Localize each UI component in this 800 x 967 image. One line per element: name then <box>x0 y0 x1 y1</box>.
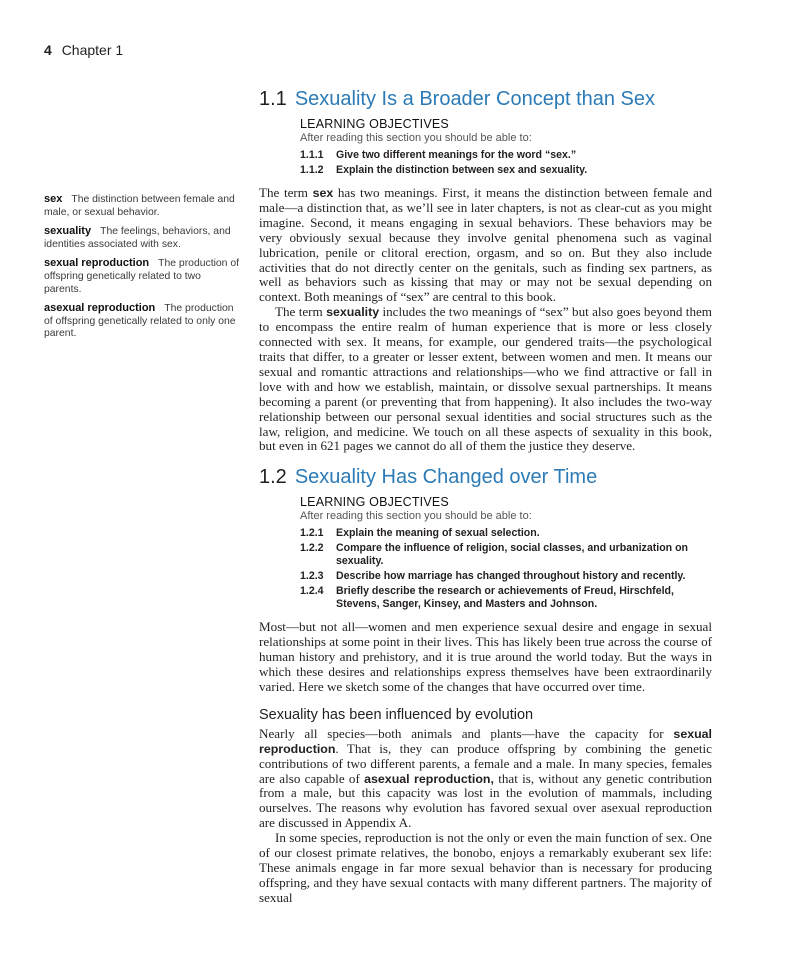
learning-objectives <box>300 495 712 611</box>
glossary-definition: The production of offspring genetically related to only one parent. <box>44 303 236 340</box>
glossary-entry <box>44 193 240 219</box>
glossary-sidebar <box>44 193 240 347</box>
objective-number: 1.2.4 <box>300 585 324 598</box>
objective-item <box>300 164 712 177</box>
text-run: The term <box>259 185 313 200</box>
objective-text: Briefly describe the research or achievements of Freud, Hirschfeld, Stevens, Sanger, Kinsey, and Masters and Johnson. <box>336 585 674 611</box>
glossary-definition: The feelings, behaviors, and identities associated with sex. <box>44 226 231 250</box>
section-1-1 <box>259 88 712 454</box>
key-term: sex <box>312 186 334 200</box>
learning-objectives-heading: LEARNING OBJECTIVES <box>300 117 449 131</box>
body-paragraph <box>259 727 712 831</box>
learning-objectives-intro: After reading this section you should be able to: <box>300 132 532 144</box>
running-head <box>44 42 123 58</box>
text-run: includes the two meanings of “sex” but also goes beyond them to encompass the entire realm of human experience that is more or less closely connected with sex. It means, for example, our gendered traits—the psychological traits that differ, to a greater or lesser extent, between women and men. It means our sexual and romantic attractions and relationships—who we find attractive or fall in love with and how we establish, maintain, or dissolve sexual partnerships. It means becoming a parent (or preventing that from happening). It also includes the two-way relationship between our personal sexual identities and social structures such as the law, religion, and medicine. We touch on all these aspects of sexuality in this book, but even in 621 pages we cannot do all of them the justice they deserve. <box>259 304 712 454</box>
learning-objectives-intro: After reading this section you should be able to: <box>300 510 532 523</box>
objective-number: 1.1.1 <box>300 149 324 161</box>
objective-item <box>300 527 712 540</box>
objective-text: Explain the meaning of sexual selection. <box>336 527 540 540</box>
section-number: 1.2 <box>259 466 287 489</box>
glossary-term: sex <box>44 193 63 205</box>
glossary-entry <box>44 302 240 341</box>
text-run: has two meanings. First, it means the distinction between female and male—a distinction that, as we’ll see in later chapters, is not as clear-cut as you might imagine. Second, it means engaging in sexual behaviors. These behaviors may be very obviously sexual because they involve genital phenomena such as vaginal lubrication, penile or clitoral erection, orgasm, and so on. But they also include activities that do not directly center on the genitals, such as finding sex partners, as well as behaviors such as kissing that may or may not be sexual depending on context. Both meanings of “sex” are central to this book. <box>259 185 712 305</box>
key-term: sexuality <box>326 305 380 320</box>
objective-number: 1.2.2 <box>300 542 324 555</box>
section-title: Sexuality Is a Broader Concept than Sex <box>294 88 656 110</box>
section-title: Sexuality Has Changed over Time <box>294 466 598 489</box>
glossary-entry <box>44 257 240 296</box>
body-paragraph: Most—but not all—women and men experience sexual desire and engage in sexual relationships at some point in their lives. This has likely been true across the course of human history and prehistory, and it is true around the world today. But the ways in which these desires and relationships express themselves have been extraordinarily varied. Here we sketch some of the changes that have occurred over time. <box>259 619 712 694</box>
body-paragraph <box>259 305 712 454</box>
objective-item <box>300 570 712 583</box>
objective-number: 1.2.3 <box>300 570 324 583</box>
text-run: . That is, they can produce offspring by combining the genetic contributions of two different parents, a female and a male. In many species, females are also capable of <box>259 740 712 786</box>
page-number: 4 <box>44 42 52 58</box>
glossary-definition: The distinction between female and male, or sexual behavior. <box>44 194 235 218</box>
objective-text: Describe how marriage has changed throughout history and recently. <box>336 570 686 583</box>
objective-number: 1.1.2 <box>300 164 324 176</box>
objective-number: 1.2.1 <box>300 527 324 540</box>
section-heading <box>259 88 712 111</box>
objective-text: Compare the influence of religion, social classes, and urbanization on sexuality. <box>336 542 689 568</box>
glossary-term: sexual reproduction <box>44 257 150 270</box>
key-term: asexual reproduction, <box>364 771 494 786</box>
objective-item <box>300 542 712 568</box>
learning-objectives <box>300 117 712 177</box>
glossary-entry <box>44 225 240 251</box>
text-run: that is, without any genetic contribution from a male, but this capacity was lost in the evolution of mammals, including ourselves. The reasons why evolution has favored sexual over asexual reproduction are discussed in Appendix A. <box>259 770 712 831</box>
text-run: The term <box>275 304 327 320</box>
main-column <box>259 88 712 906</box>
glossary-term: asexual reproduction <box>44 302 156 315</box>
key-term: sexual reproduction <box>259 726 712 756</box>
chapter-label: Chapter 1 <box>61 42 124 58</box>
section-1-2 <box>259 466 712 905</box>
objective-item <box>300 585 712 611</box>
body-paragraph: In some species, reproduction is not the only or even the main function of sex. One of our closest primate relatives, the bonobo, enjoys a remarkably exuberant sex life: These animals engage in far more sexual behavior than is necessary for producing offspring, and they have sexual contacts with many different partners. The majority of sexual <box>259 830 712 905</box>
learning-objectives-heading: LEARNING OBJECTIVES <box>300 495 449 510</box>
text-run: Nearly all species—both animals and plants—have the capacity for <box>259 725 674 741</box>
subheading: Sexuality has been influenced by evolution <box>259 706 534 723</box>
body-paragraph <box>259 186 712 305</box>
objective-item <box>300 149 712 162</box>
objective-text: Give two different meanings for the word “sex.” <box>336 149 577 161</box>
objective-text: Explain the distinction between sex and sexuality. <box>336 164 588 176</box>
glossary-definition: The production of offspring genetically related to two parents. <box>44 258 240 295</box>
glossary-term: sexuality <box>44 225 92 238</box>
section-number: 1.1 <box>259 88 287 110</box>
section-heading <box>259 466 712 489</box>
